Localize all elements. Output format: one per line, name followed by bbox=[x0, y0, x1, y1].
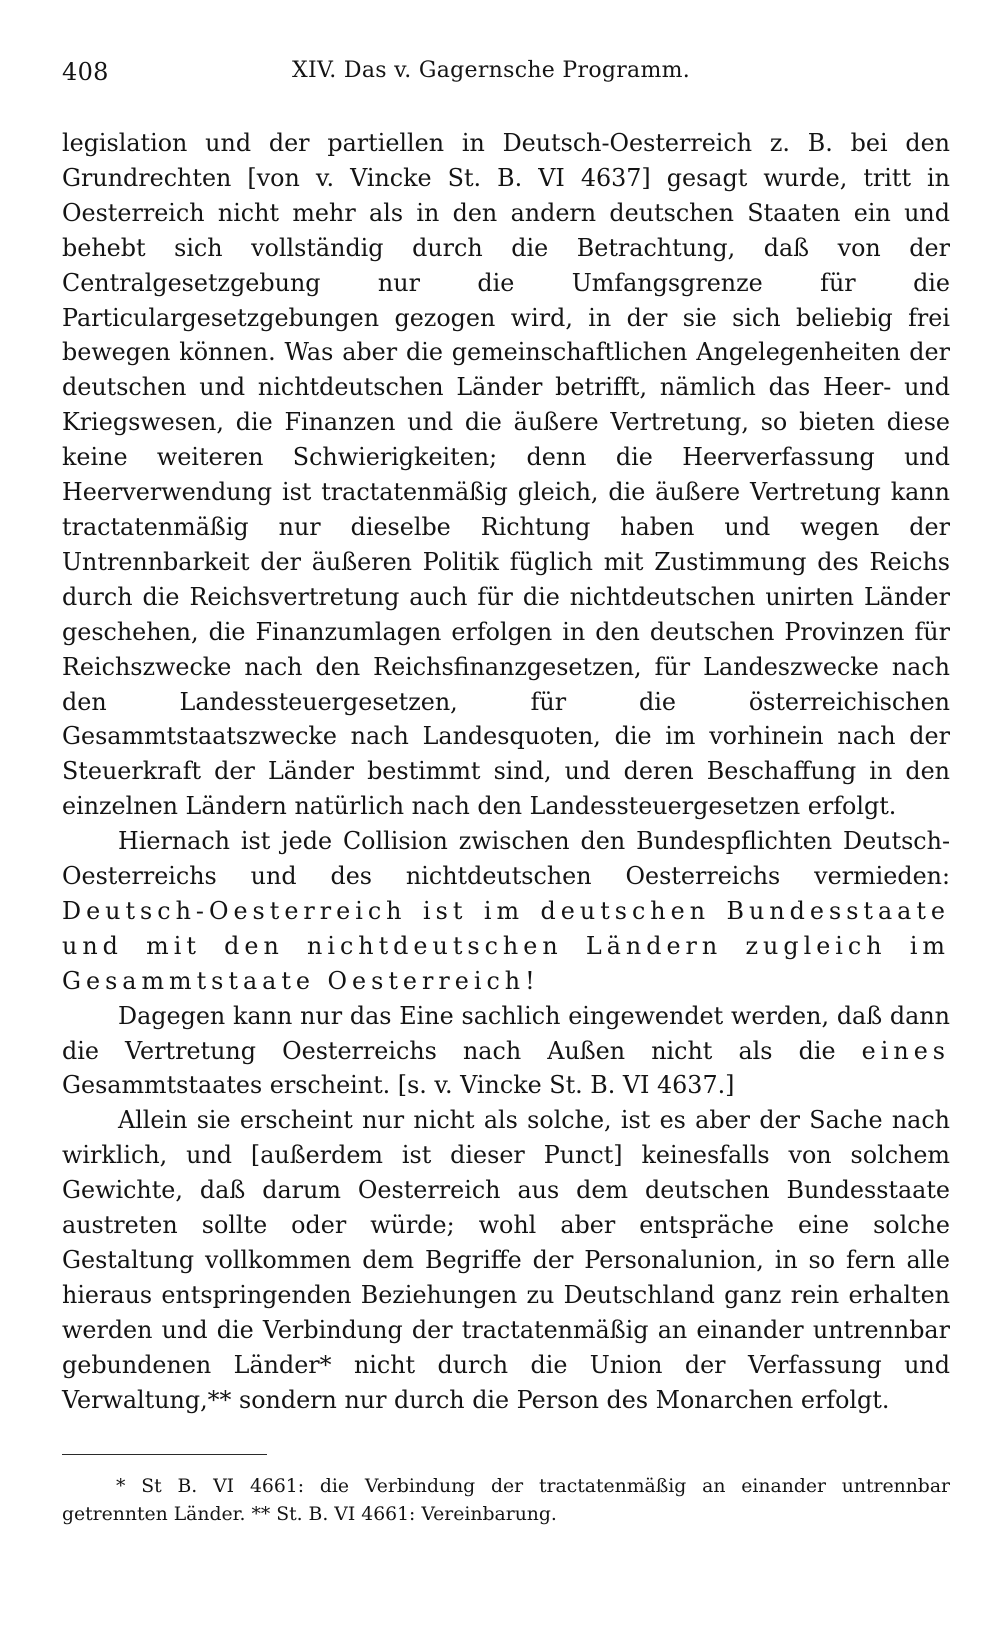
footnote-divider bbox=[62, 1454, 267, 1455]
paragraph-2-emphasis: Deutsch-Oesterreich ist im deutschen Bundesstaate und mit den nichtdeutschen Ländern zugleich im Gesammtstaate Oesterreich! bbox=[62, 896, 950, 995]
running-head: XIV. Das v. Gagernsche Programm. bbox=[292, 58, 691, 83]
page-header bbox=[62, 52, 950, 96]
paragraph-3-emphasis: eines bbox=[861, 1036, 950, 1065]
paragraph-3 bbox=[62, 999, 950, 1104]
page-number: 408 bbox=[62, 58, 109, 86]
paragraph-1: legislation und der partiellen in Deutsch-Oesterreich z. B. bei den Grundrechten [von v. Vincke St. B. VI 4637] gesagt wurde, tritt in Oesterreich nicht mehr als in den andern deutschen Staaten ein und behebt sich vollständig durch die Betrachtung, daß von der Centralgesetzgebung nur die Umfangsgrenze für die Particulargesetzgebungen gezogen wird, in der sie sich beliebig frei bewegen können. Was aber die gemeinschaftlichen Angelegenheiten der deutschen und nichtdeutschen Länder betrifft, nämlich das Heer- und Kriegswesen, die Finanzen und die äußere Vertretung, so bieten diese keine weiteren Schwierigkeiten; denn die Heerverfassung und Heerverwendung ist tractatenmäßig gleich, die äußere Vertretung kann tractatenmäßig nur dieselbe Richtung haben und wegen der Untrennbarkeit der äußeren Politik füglich mit Zustimmung des Reichs durch die Reichsvertretung auch für die nichtdeutschen unirten Länder geschehen, die Finanzumlagen erfolgen in den deutschen Provinzen für Reichszwecke nach den Reichsfinanzgesetzen, für Landeszwecke nach den Landessteuergesetzen, für die österreichischen Gesammtstaatszwecke nach Landesquoten, die im vorhinein nach der Steuerkraft der Länder bestimmt sind, und deren Beschaffung in den einzelnen Ländern natürlich nach den Landessteuergesetzen erfolgt. bbox=[62, 129, 950, 821]
body-text bbox=[62, 126, 950, 1418]
footnotes bbox=[62, 1473, 950, 1529]
footnote-text: * St B. VI 4661: die Verbindung der tractatenmäßig an einander untrennbar getrennten Länder. ** St. B. VI 4661: Vereinbarung. bbox=[62, 1475, 950, 1525]
paragraph-4: Allein sie erscheint nur nicht als solche, ist es aber der Sache nach wirklich, und [außerdem ist dieser Punct] keinesfalls von solchem Gewichte, daß darum Oesterreich aus dem deutschen Bundesstaate austreten sollte oder würde; wohl aber entspräche eine solche Gestaltung vollkommen dem Begriffe der Personalunion, in so fern alle hieraus entspringenden Beziehungen zu Deutschland ganz rein erhalten werden und die Verbindung der tractatenmäßig an einander untrennbar gebundenen Länder* nicht durch die Union der Verfassung und Verwaltung,** sondern nur durch die Person des Monarchen erfolgt. bbox=[62, 1106, 950, 1414]
paragraph-3-text-a: Dagegen kann nur das Eine sachlich eingewendet werden, daß dann die Vertretung Oesterreichs nach Außen nicht als die bbox=[62, 1001, 950, 1065]
paragraph-2 bbox=[62, 824, 950, 999]
paragraph-3-text-b: Gesammtstaates erscheint. [s. v. Vincke St. B. VI 4637.] bbox=[62, 1071, 735, 1100]
book-page bbox=[62, 52, 950, 1529]
paragraph-2-text: Hiernach ist jede Collision zwischen den Bundespflichten Deutsch-Oesterreichs und des nichtdeutschen Oesterreichs vermieden: bbox=[62, 827, 950, 891]
